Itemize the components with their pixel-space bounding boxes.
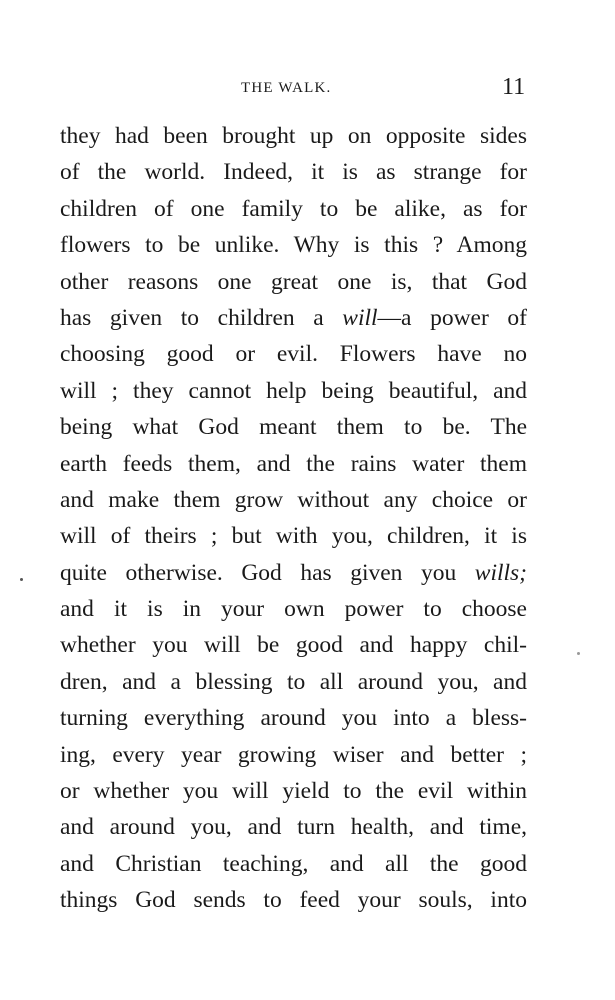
text-run: flowers to be unlike. Why is this ? Among bbox=[60, 232, 527, 259]
text-run: —a power of bbox=[377, 304, 527, 331]
text-line bbox=[60, 737, 527, 773]
text-line bbox=[60, 300, 527, 336]
text-line bbox=[60, 336, 527, 372]
text-line bbox=[60, 700, 527, 736]
text-line bbox=[60, 518, 527, 554]
text-line bbox=[60, 264, 527, 300]
text-line bbox=[60, 191, 527, 227]
text-run: will ; they cannot help being beautiful, and bbox=[60, 377, 527, 404]
text-line bbox=[60, 664, 527, 700]
text-run: dren, and a blessing to all around you, and bbox=[60, 668, 527, 695]
text-run: things God sends to feed your souls, into bbox=[60, 887, 527, 914]
text-line bbox=[60, 809, 527, 845]
text-run: they had been brought up on opposite sides bbox=[60, 123, 527, 149]
text-line bbox=[60, 409, 527, 445]
text-run: of the world. Indeed, it is as strange for bbox=[60, 159, 527, 186]
text-run: and make them grow without any choice or bbox=[60, 486, 527, 513]
text-line bbox=[60, 591, 527, 627]
ink-speck bbox=[20, 578, 23, 581]
text-line bbox=[60, 446, 527, 482]
page-number: 11 bbox=[502, 74, 526, 100]
text-run: and it is in your own power to choose bbox=[60, 596, 527, 623]
ink-speck bbox=[577, 652, 580, 655]
text-line bbox=[60, 555, 527, 591]
text-run: ing, every year growing wiser and better ; bbox=[60, 741, 527, 768]
text-line bbox=[60, 227, 527, 263]
text-run: turning everything around you into a bless- bbox=[60, 705, 527, 732]
text-run: and Christian teaching, and all the good bbox=[60, 850, 527, 877]
text-run: children of one family to be alike, as for bbox=[60, 195, 527, 222]
italic-word: wills; bbox=[474, 559, 527, 586]
text-line bbox=[60, 118, 527, 154]
text-run: has given to children a bbox=[60, 304, 343, 331]
text-line bbox=[60, 773, 527, 809]
text-run: choosing good or evil. Flowers have no bbox=[60, 341, 527, 368]
text-line bbox=[60, 482, 527, 518]
text-run: being what God meant them to be. The bbox=[60, 414, 527, 441]
text-line bbox=[60, 846, 527, 882]
text-run: whether you will be good and happy chil- bbox=[60, 632, 527, 659]
text-line bbox=[60, 373, 527, 409]
running-title: THE WALK. bbox=[241, 80, 332, 96]
body-text bbox=[60, 118, 527, 919]
text-run: quite otherwise. God has given you bbox=[60, 559, 475, 586]
text-line bbox=[60, 882, 527, 918]
text-line bbox=[60, 154, 527, 190]
text-line bbox=[60, 627, 527, 663]
text-run: other reasons one great one is, that God bbox=[60, 268, 527, 295]
text-run: earth feeds them, and the rains water them bbox=[60, 450, 527, 477]
text-run: will of theirs ; but with you, children, it is bbox=[60, 523, 527, 550]
text-run: and around you, and turn health, and time, bbox=[60, 814, 527, 841]
text-run: or whether you will yield to the evil within bbox=[60, 778, 527, 805]
italic-word: will bbox=[342, 304, 378, 331]
